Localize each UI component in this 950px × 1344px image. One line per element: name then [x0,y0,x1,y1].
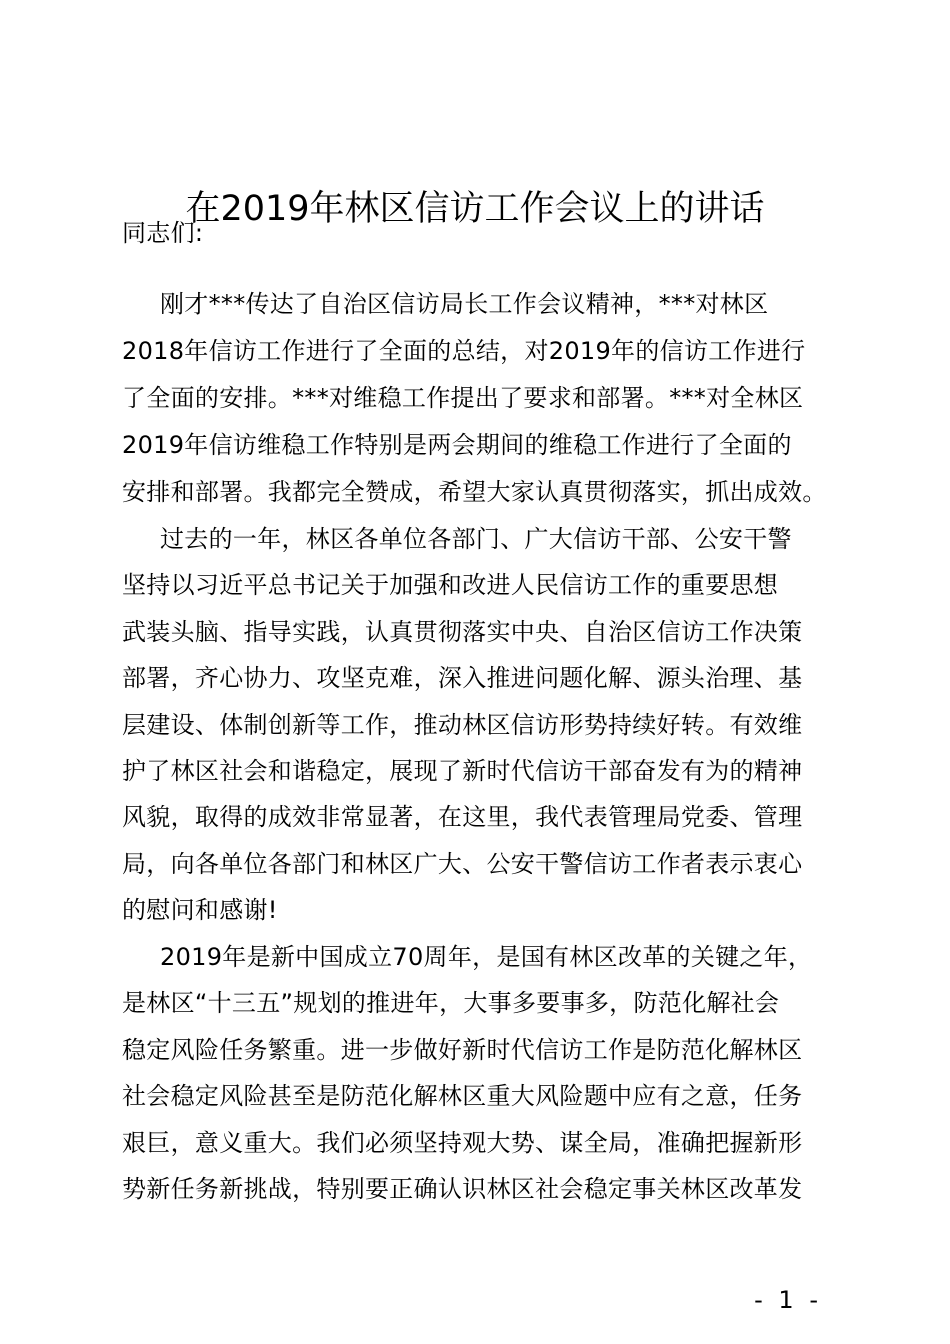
paragraph-2-line-4: 部署，齐心协力、攻坚克难，深入推进问题化解、源头治理、基 [122,664,803,692]
paragraph-1-line-2: 2018年信访工作进行了全面的总结，对2019年的信访工作进行 [122,337,806,365]
paragraph-2-line-9: 的慰问和感谢! [122,896,278,924]
paragraph-1-line-3: 了全面的安排。***对维稳工作提出了要求和部署。***对全林区 [122,384,804,412]
paragraph-1-line-4: 2019年信访维稳工作特别是两会期间的维稳工作进行了全面的 [122,431,792,459]
paragraph-2-line-3: 武装头脑、指导实践，认真贯彻落实中央、自治区信访工作决策 [122,618,803,646]
paragraph-3-line-5: 艰巨，意义重大。我们必须坚持观大势、谋全局，准确把握新形 [122,1129,803,1157]
paragraph-3-line-2: 是林区“十三五”规划的推进年，大事多要事多，防范化解社会 [122,989,780,1017]
paragraph-3-line-1: 2019年是新中国成立70周年，是国有林区改革的关键之年， [160,943,813,971]
paragraph-2-line-7: 风貌，取得的成效非常显著，在这里，我代表管理局党委、管理 [122,803,803,831]
paragraph-1-line-5: 安排和部署。我都完全赞成，希望大家认真贯彻落实，抓出成效。 [122,478,827,506]
salutation: 同志们: [122,219,204,247]
paragraph-1-line-1: 刚才***传达了自治区信访局长工作会议精神，***对林区 [160,290,769,318]
document-title: 在2019年林区信访工作会议上的讲话 [185,189,765,229]
paragraph-2-line-1: 过去的一年，林区各单位各部门、广大信访干部、公安干警 [160,525,792,553]
paragraph-2-line-2: 坚持以习近平总书记关于加强和改进人民信访工作的重要思想 [122,571,779,599]
paragraph-2-line-8: 局，向各单位各部门和林区广大、公安干警信访工作者表示衷心 [122,850,803,878]
paragraph-3-line-4: 社会稳定风险甚至是防范化解林区重大风险题中应有之意，任务 [122,1082,803,1110]
paragraph-3-line-6: 势新任务新挑战，特别要正确认识林区社会稳定事关林区改革发 [122,1175,803,1203]
page-number: - 1 - [754,1286,822,1314]
paragraph-3-line-3: 稳定风险任务繁重。进一步做好新时代信访工作是防范化解林区 [122,1036,803,1064]
paragraph-2-line-6: 护了林区社会和谐稳定，展现了新时代信访干部奋发有为的精神 [122,757,803,785]
paragraph-2-line-5: 层建设、体制创新等工作，推动林区信访形势持续好转。有效维 [122,711,803,739]
